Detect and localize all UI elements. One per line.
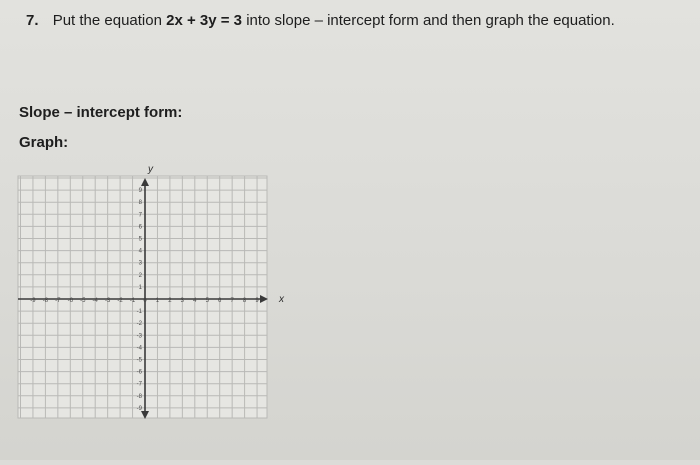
y-tick-label: -9 (136, 405, 142, 412)
y-tick-label: 8 (138, 200, 142, 207)
y-tick-label: -7 (136, 381, 142, 388)
x-tick-label: -5 (80, 298, 86, 304)
question-number: 7. (26, 12, 39, 29)
x-tick-label: -9 (30, 298, 36, 304)
y-tick-label: 2 (138, 272, 142, 279)
x-tick-label: -1 (129, 298, 136, 304)
question-text-before: Put the equation (52, 12, 162, 29)
question-text-after: into slope – intercept form and then graph the equation. (246, 12, 615, 29)
grid-background (18, 176, 267, 418)
x-tick-label: -4 (92, 298, 98, 304)
x-tick-label: -7 (55, 298, 61, 304)
y-tick-label: -4 (136, 345, 142, 352)
x-tick-label: 0 (143, 298, 147, 304)
y-tick-label: 9 (138, 188, 142, 195)
y-tick-label: 1 (138, 284, 142, 291)
y-tick-label: -2 (136, 321, 142, 328)
x-tick-label: 9 (255, 298, 259, 304)
y-tick-label: -3 (136, 333, 142, 340)
x-tick-label: -3 (104, 298, 111, 304)
y-tick-label: 7 (138, 212, 142, 219)
y-tick-label: 6 (138, 224, 142, 231)
graph-label: Graph: (19, 134, 69, 151)
x-tick-label: 6 (218, 298, 222, 304)
x-tick-label: -6 (67, 298, 73, 304)
y-tick-label: -5 (136, 357, 142, 364)
x-tick-label: 1 (155, 298, 160, 304)
x-tick-label: 2 (168, 298, 172, 304)
slope-intercept-label: Slope – intercept form: (19, 104, 183, 121)
y-tick-label: 3 (138, 260, 142, 267)
y-tick-label: -8 (136, 393, 142, 400)
x-tick-label: 3 (180, 298, 185, 304)
x-tick-label: 8 (242, 298, 247, 304)
y-tick-label: -6 (136, 369, 142, 376)
x-tick-label: -2 (117, 298, 123, 304)
question-equation: 2x + 3y = 3 (166, 12, 243, 29)
y-tick-label: 5 (138, 236, 142, 243)
x-tick-label: 4 (193, 298, 197, 304)
x-tick-label: 7 (230, 298, 234, 304)
x-tick-label: -8 (42, 298, 49, 304)
y-tick-label: -1 (136, 309, 142, 316)
x-axis-label: x (279, 294, 284, 305)
x-tick-label: 5 (205, 298, 209, 304)
y-axis-label: y (148, 164, 153, 175)
y-tick-label: 4 (138, 248, 142, 255)
